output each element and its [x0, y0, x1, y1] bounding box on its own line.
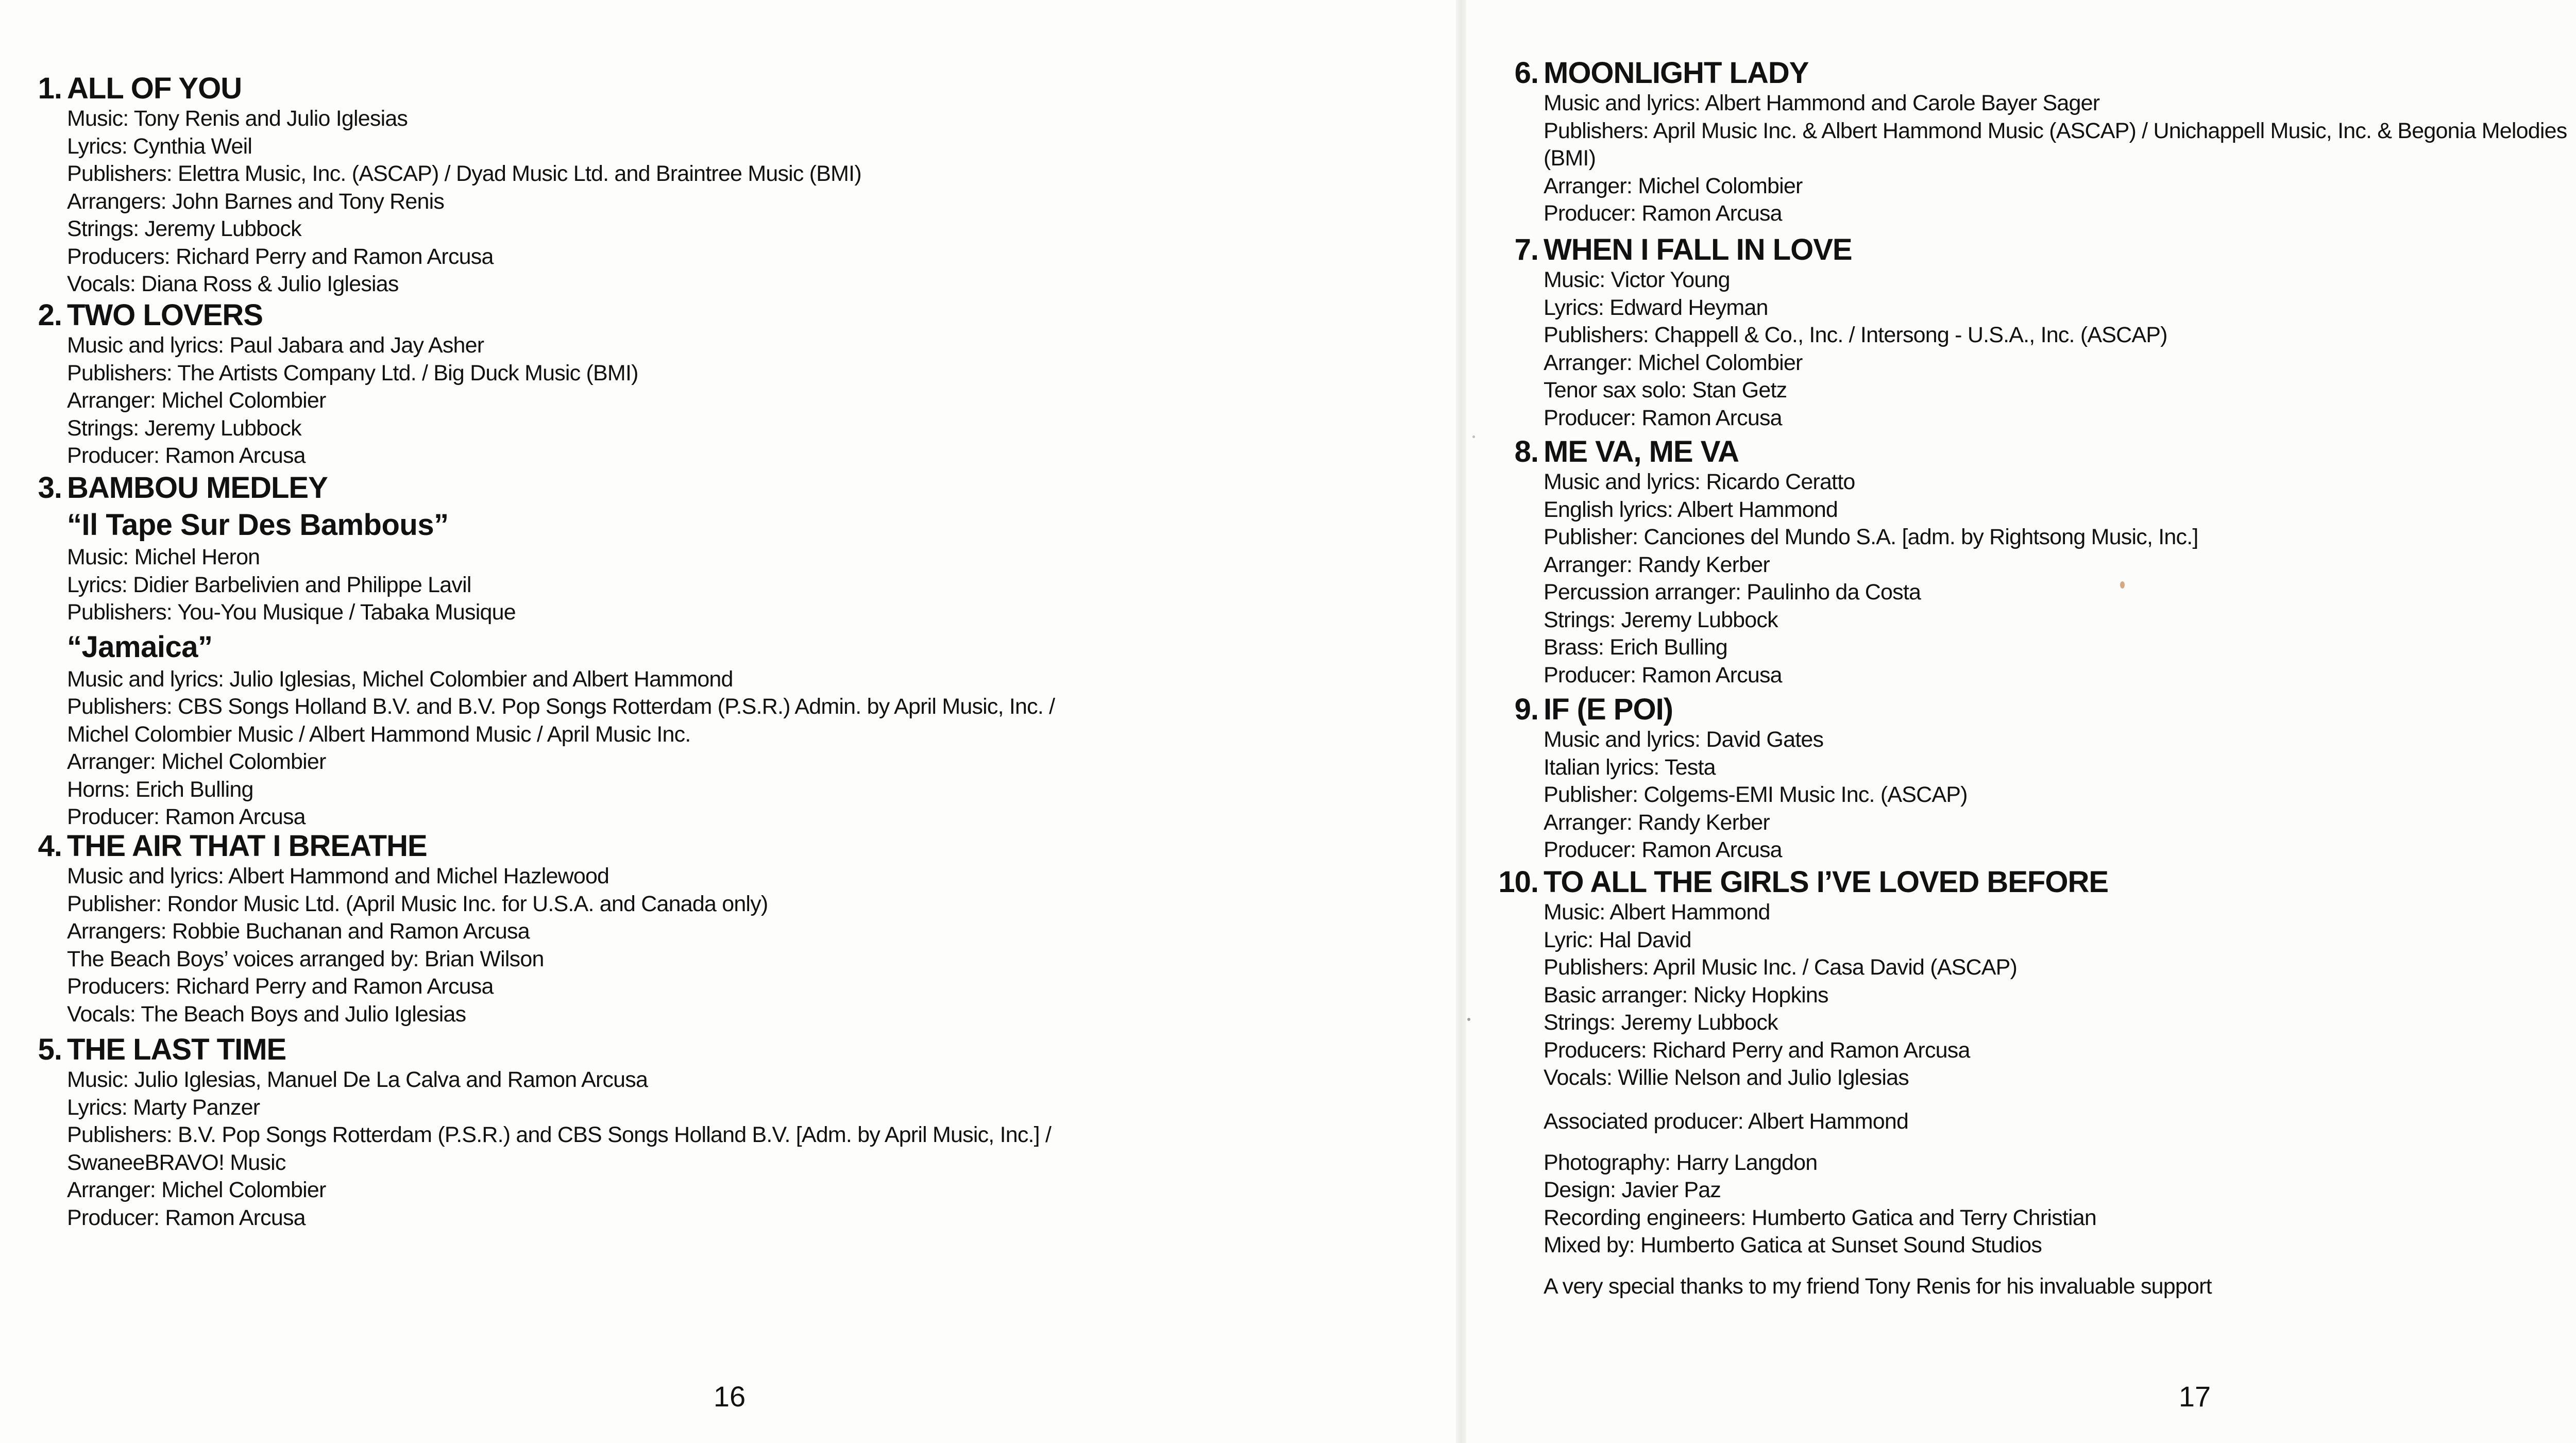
track-block — [1514, 233, 2167, 432]
paper-speck — [2120, 581, 2125, 589]
track-title: WHEN I FALL IN LOVE — [1544, 233, 1852, 266]
credit-line: Music: Victor Young — [1544, 267, 1730, 292]
credit-line: A very special thanks to my friend Tony Renis for his invaluable support — [1544, 1273, 2212, 1299]
credit-line: Producer: Ramon Arcusa — [1544, 662, 1782, 687]
credit-line: Italian lyrics: Testa — [1544, 754, 1716, 780]
credit-line: Publishers: April Music Inc. & Albert Hammond Music (ASCAP) / Unichappell Music, Inc. & Begonia Melodies — [1544, 118, 2567, 143]
credit-line: Photography: Harry Langdon — [1544, 1150, 1818, 1175]
track-block — [1498, 865, 2109, 1092]
track-heading — [38, 298, 638, 332]
track-block — [38, 471, 1055, 831]
credit-line: Music: Julio Iglesias, Manuel De La Calva and Ramon Arcusa — [67, 1067, 648, 1092]
credit-line: Arranger: Michel Colombier — [67, 749, 326, 774]
credit-line: Arrangers: Robbie Buchanan and Ramon Arcusa — [67, 919, 530, 944]
credit-line: Music: Tony Renis and Julio Iglesias — [67, 106, 408, 131]
credit-line: Music and lyrics: Paul Jabara and Jay Asher — [67, 333, 484, 358]
credit-line: Lyrics: Didier Barbelivien and Philippe Lavil — [67, 572, 471, 597]
track-number: 10. — [1498, 865, 1538, 899]
page-number-right: 17 — [2178, 1380, 2211, 1413]
credit-line: Horns: Erich Bulling — [67, 777, 253, 802]
credits-group — [1544, 1273, 2212, 1301]
credit-line: Producers: Richard Perry and Ramon Arcusa — [67, 244, 494, 269]
track-title: MOONLIGHT LADY — [1544, 56, 1809, 90]
credit-line: Publishers: B.V. Pop Songs Rotterdam (P.S.R.) and CBS Songs Holland B.V. [Adm. by April Music, Inc.] / — [67, 1122, 1052, 1147]
track-number: 6. — [1514, 56, 1538, 90]
credits-group — [1544, 1108, 2212, 1136]
credit-line: Design: Javier Paz — [1544, 1178, 1721, 1202]
credit-line: Tenor sax solo: Stan Getz — [1544, 378, 1787, 402]
track-title: TO ALL THE GIRLS I’VE LOVED BEFORE — [1544, 865, 2109, 899]
credit-line: Producer: Ramon Arcusa — [1544, 837, 1782, 862]
credit-line: Brass: Erich Bulling — [1544, 635, 1727, 660]
credit-line: Producer: Ramon Arcusa — [67, 804, 306, 829]
credit-line: Arranger: Randy Kerber — [1544, 552, 1770, 577]
credit-line: Publishers: You-You Musique / Tabaka Musique — [67, 600, 516, 625]
credit-line: Arranger: Michel Colombier — [67, 388, 326, 413]
credit-line: Publishers: Elettra Music, Inc. (ASCAP) / Dyad Music Ltd. and Braintree Music (BMI) — [67, 161, 861, 186]
credit-line: Music: Albert Hammond — [1544, 900, 1770, 925]
credit-line: Basic arranger: Nicky Hopkins — [1544, 982, 1828, 1008]
paper-speck — [1467, 1018, 1470, 1021]
track-number: 5. — [38, 1033, 62, 1066]
track-heading — [38, 829, 768, 863]
track-title: TWO LOVERS — [67, 298, 263, 332]
credit-line: Music and lyrics: Albert Hammond and Carole Bayer Sager — [1544, 91, 2100, 115]
credit-line: Strings: Jeremy Lubbock — [67, 415, 301, 441]
credit-line: Producers: Richard Perry and Ramon Arcusa — [67, 974, 494, 999]
credit-line: Vocals: The Beach Boys and Julio Iglesias — [67, 1001, 466, 1027]
credit-line: Arranger: Randy Kerber — [1544, 810, 1770, 835]
track-heading — [1514, 435, 2198, 468]
credit-line: Publisher: Colgems-EMI Music Inc. (ASCAP) — [1544, 782, 1968, 807]
credit-line: Publishers: April Music Inc. / Casa David (ASCAP) — [1544, 955, 2018, 980]
track-block — [38, 829, 768, 1028]
track-block — [1514, 56, 2567, 228]
track-heading — [1514, 56, 2567, 90]
credit-line: Music and lyrics: David Gates — [1544, 727, 1824, 752]
credit-line: Arranger: Michel Colombier — [1544, 350, 1803, 375]
credit-line: Vocals: Willie Nelson and Julio Iglesias — [1544, 1065, 1909, 1090]
credit-line: Publisher: Canciones del Mundo S.A. [adm. by Rightsong Music, Inc.] — [1544, 525, 2198, 549]
track-block — [38, 1033, 1052, 1232]
credit-line: The Beach Boys’ voices arranged by: Brian Wilson — [67, 946, 544, 971]
credit-line: Recording engineers: Humberto Gatica and Terry Christian — [1544, 1205, 2096, 1230]
credit-line: Publishers: CBS Songs Holland B.V. and B.V. Pop Songs Rotterdam (P.S.R.) Admin. by April Music, Inc. / — [67, 694, 1055, 719]
credit-line: Producer: Ramon Arcusa — [67, 1205, 306, 1230]
credit-line: Music: Michel Heron — [67, 545, 260, 569]
track-number: 8. — [1514, 435, 1538, 468]
credits-group — [1544, 1149, 2212, 1260]
additional-credits — [1544, 1108, 2212, 1300]
credit-line: Vocals: Diana Ross & Julio Iglesias — [67, 272, 399, 296]
credit-line: Strings: Jeremy Lubbock — [1544, 1010, 1778, 1035]
credit-line: Mixed by: Humberto Gatica at Sunset Sound Studios — [1544, 1233, 2042, 1257]
track-heading — [38, 471, 1055, 505]
track-heading — [38, 72, 861, 105]
credit-line: Music and lyrics: Julio Iglesias, Michel Colombier and Albert Hammond — [67, 666, 733, 692]
credit-line: Music and lyrics: Ricardo Ceratto — [1544, 469, 1855, 494]
credit-line: Publisher: Rondor Music Ltd. (April Music Inc. for U.S.A. and Canada only) — [67, 891, 768, 916]
credit-line: Arranger: Michel Colombier — [67, 1178, 326, 1202]
credit-line: Michel Colombier Music / Albert Hammond Music / April Music Inc. — [67, 722, 691, 747]
track-title: BAMBOU MEDLEY — [67, 471, 328, 505]
credit-line: Lyrics: Edward Heyman — [1544, 295, 1768, 320]
track-heading — [38, 1033, 1051, 1066]
track-number: 2. — [38, 298, 62, 332]
credit-line: Publishers: The Artists Company Ltd. / Big Duck Music (BMI) — [67, 360, 638, 385]
credit-line: Strings: Jeremy Lubbock — [1544, 607, 1778, 632]
track-number: 1. — [38, 72, 62, 105]
credit-line: Producer: Ramon Arcusa — [1544, 201, 1782, 226]
credit-line: Lyrics: Cynthia Weil — [67, 133, 252, 159]
credit-line: Associated producer: Albert Hammond — [1544, 1109, 1909, 1134]
credit-line: Music and lyrics: Albert Hammond and Michel Hazlewood — [67, 864, 609, 888]
credit-line: Lyric: Hal David — [1544, 927, 1691, 952]
credit-line: Producer: Ramon Arcusa — [1544, 405, 1782, 430]
credit-line: SwaneeBRAVO! Music — [67, 1150, 286, 1175]
track-title: THE AIR THAT I BREATHE — [67, 829, 427, 863]
track-number: 9. — [1514, 693, 1538, 726]
page-number-left: 16 — [713, 1380, 746, 1413]
medley-song-title: “Il Tape Sur Des Bambous” — [67, 508, 449, 542]
credit-line: Percussion arranger: Paulinho da Costa — [1544, 580, 1921, 605]
track-number: 3. — [38, 471, 62, 505]
track-block — [1514, 693, 1968, 864]
track-block — [38, 72, 861, 298]
track-title: ME VA, ME VA — [1544, 435, 1739, 468]
credit-line: (BMI) — [1544, 146, 1596, 171]
track-title: ALL OF YOU — [67, 72, 242, 105]
track-title: THE LAST TIME — [67, 1033, 286, 1066]
credit-line: Lyrics: Marty Panzer — [67, 1095, 260, 1120]
track-number: 7. — [1514, 233, 1538, 266]
medley-song-title: “Jamaica” — [67, 630, 213, 664]
credit-line: Publishers: Chappell & Co., Inc. / Intersong - U.S.A., Inc. (ASCAP) — [1544, 323, 2167, 347]
track-number: 4. — [38, 829, 62, 863]
credit-line: Arranger: Michel Colombier — [1544, 173, 1803, 198]
credit-line: Producer: Ramon Arcusa — [67, 443, 306, 468]
track-heading — [1498, 865, 2109, 899]
paper-speck — [1472, 435, 1475, 438]
credit-line: English lyrics: Albert Hammond — [1544, 497, 1838, 522]
credit-line: Strings: Jeremy Lubbock — [67, 216, 301, 241]
credit-line: Arrangers: John Barnes and Tony Renis — [67, 189, 445, 214]
page-gutter — [1456, 0, 1466, 1443]
track-title: IF (E POI) — [1544, 693, 1673, 726]
track-heading — [1514, 693, 1968, 726]
credit-line: Producers: Richard Perry and Ramon Arcusa — [1544, 1037, 1970, 1063]
track-block — [1514, 435, 2198, 689]
track-heading — [1514, 233, 2167, 266]
track-block — [38, 298, 638, 470]
